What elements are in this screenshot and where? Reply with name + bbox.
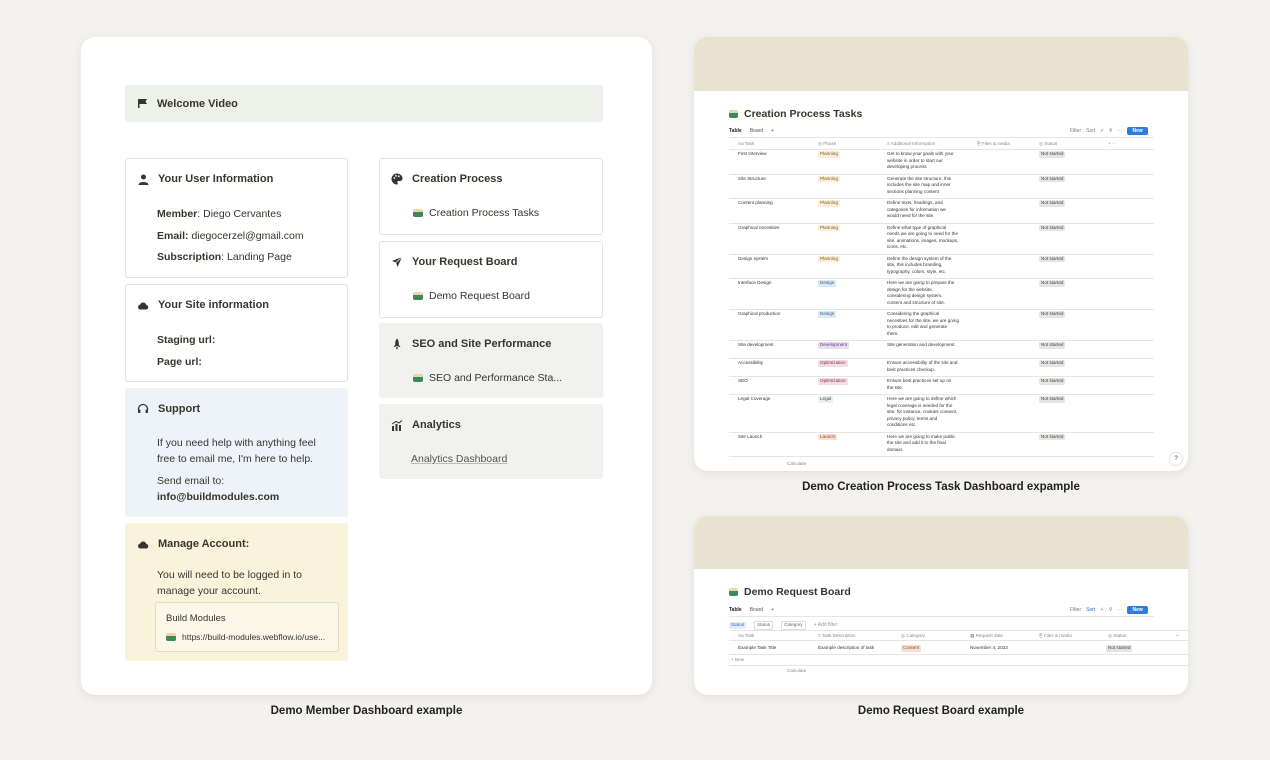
new-button[interactable]: New <box>1127 606 1147 614</box>
rocket-icon <box>390 337 404 351</box>
new-row-divider <box>729 665 1188 666</box>
info-line: typography, colors, style, etc. <box>887 268 947 274</box>
tasks-view-tabs <box>729 128 774 134</box>
info-line: Here we are going to make public <box>887 433 956 439</box>
info-line: site, animations, images, mockups, <box>887 237 959 243</box>
tasks-caption: Demo Creation Process Task Dashboard expample <box>802 481 1080 493</box>
header-divider <box>729 616 1154 617</box>
info-line: privacy policy, terms and <box>887 415 938 421</box>
task-name[interactable]: SEO <box>738 378 748 383</box>
tab-table[interactable]: Table <box>729 607 742 613</box>
analytics-dashboard-label: Analytics Dashboard <box>411 453 508 465</box>
task-name[interactable]: Graphical production <box>738 311 781 316</box>
page-logo-icon <box>413 292 423 300</box>
tasks-column-header[interactable]: Aa Task <box>738 141 755 146</box>
subscription-value: Landing Page <box>227 251 292 263</box>
board-column-header[interactable]: ⎘ Files & media <box>1039 633 1072 638</box>
add-column-button[interactable]: + <box>1176 633 1179 638</box>
board-caption: Demo Request Board example <box>857 705 1025 717</box>
manage-text-1: You will need to be logged in to <box>157 569 302 581</box>
new-button[interactable]: New <box>1127 127 1147 135</box>
info-line: to produce, edit and generate <box>887 324 948 329</box>
phase-tag: Design <box>820 311 835 316</box>
phase-tag: Planning <box>820 200 838 205</box>
info-cell <box>887 360 957 373</box>
info-line: Define what type of graphical <box>887 224 947 230</box>
row-divider <box>729 456 1154 457</box>
phase-cell <box>818 311 836 318</box>
phase-tag: Development <box>820 342 848 347</box>
phase-tag: Design <box>820 280 835 285</box>
info-cell <box>887 342 956 349</box>
phase-cell <box>818 256 840 263</box>
phase-cell <box>818 434 837 441</box>
tasks-title-text: Creation Process Tasks <box>744 108 863 120</box>
phase-tag: Planning <box>820 151 838 156</box>
filter-button[interactable]: Filter <box>1070 607 1082 613</box>
demo-request-board-link[interactable] <box>413 290 530 302</box>
member-label: Member <box>157 208 198 220</box>
header-divider <box>729 137 1154 138</box>
status-tag: Not started <box>1041 280 1064 285</box>
subscription-label: Subscription <box>157 251 222 263</box>
seo-box <box>379 323 603 398</box>
info-line: Here we are going to define which <box>887 396 957 401</box>
info-cell <box>887 378 951 391</box>
status-cell <box>1039 311 1065 318</box>
request-board-header <box>390 255 518 269</box>
tab-board[interactable]: Board <box>749 607 764 613</box>
info-line: Ensure best practices set up on <box>887 378 952 383</box>
tasks-column-header[interactable]: ⎘ Files & media <box>977 141 1010 146</box>
user-information-title: Your User Information <box>158 173 274 185</box>
category-tag: Content <box>903 645 920 650</box>
task-name[interactable]: Content planning <box>738 200 773 205</box>
creation-process-tasks-link[interactable] <box>413 207 539 219</box>
staging-url-label: Staging url: <box>157 334 216 346</box>
info-line: them. <box>887 330 899 336</box>
lightning-icon[interactable]: ⚡ <box>1100 607 1104 613</box>
info-cell <box>887 151 954 171</box>
board-column-header[interactable]: ▦ Request date <box>970 633 1003 638</box>
board-view-tabs <box>729 607 774 613</box>
page-cover <box>694 516 1188 569</box>
board-column-header[interactable]: ≡ Task Description <box>818 633 856 638</box>
task-name[interactable]: Accessibility <box>738 360 764 365</box>
row-divider <box>729 358 1154 359</box>
info-line: sections planning content <box>887 188 939 194</box>
tasks-page-title <box>729 108 862 120</box>
build-modules-bookmark[interactable] <box>155 602 339 652</box>
board-page-title <box>729 586 851 598</box>
status-cell <box>1039 225 1065 232</box>
bookmark-url-row <box>166 632 325 642</box>
row-divider <box>729 394 1154 395</box>
support-header <box>136 402 200 416</box>
info-line: domain. <box>887 446 904 452</box>
add-column-button[interactable]: + ··· <box>1108 141 1117 146</box>
info-line: design for the website, <box>887 286 933 292</box>
info-line: Define texts, headings, and <box>887 200 943 205</box>
info-line: the site. <box>887 384 904 390</box>
creation-process-title: Creation Process <box>412 173 503 185</box>
cloud-icon <box>136 537 150 551</box>
row-divider <box>729 278 1154 279</box>
manage-text-2: manage your account. <box>157 585 261 597</box>
search-icon[interactable]: ⚲ <box>1108 607 1113 613</box>
phase-cell <box>818 225 840 232</box>
board-column-header[interactable]: Aa Task <box>738 633 755 638</box>
user-information-header <box>136 172 273 186</box>
search-icon[interactable]: ⚲ <box>1108 128 1113 134</box>
info-cell <box>887 176 951 196</box>
status-cell <box>1039 200 1065 207</box>
flag-icon <box>135 97 149 111</box>
board-title-text: Demo Request Board <box>744 586 851 598</box>
status-cell <box>1039 396 1065 403</box>
phase-tag: Optimization <box>820 378 846 383</box>
creation-process-tasks-label: Creation Process Tasks <box>429 207 540 219</box>
phase-tag: Planning <box>820 175 838 181</box>
calculate-label[interactable]: Calculate <box>787 668 807 673</box>
manage-account-header <box>136 537 249 551</box>
info-cell <box>887 434 955 454</box>
tab-table[interactable]: Table <box>729 128 742 134</box>
row-category <box>901 645 921 652</box>
page-logo-icon <box>729 588 738 596</box>
email-label: Email: <box>157 230 189 242</box>
lightning-icon[interactable]: ⚡ <box>1100 128 1104 134</box>
subscription-line: Subscription: Landing Page <box>157 251 292 263</box>
member-dashboard-caption: Demo Member Dashboard example <box>270 705 463 717</box>
info-line: website in order to start our <box>887 157 943 163</box>
site-information-box <box>125 284 348 382</box>
phase-tag: Launch <box>820 433 836 439</box>
support-email-link[interactable]: info@buildmodules.com <box>157 491 280 503</box>
support-title: Support <box>158 403 201 415</box>
info-line: site, this includes branding, <box>887 262 943 267</box>
phase-tag: Optimization <box>820 360 846 365</box>
sort-button[interactable]: Sort <box>1086 607 1096 613</box>
sort-button[interactable]: Sort <box>1086 128 1096 134</box>
status-tag: Not started <box>1041 396 1064 401</box>
person-icon <box>136 172 150 186</box>
seo-performance-label: SEO and Performance Sta... <box>429 372 563 384</box>
row-divider <box>729 340 1154 341</box>
info-line: Here we are going to prepare the <box>887 280 955 285</box>
status-cell <box>1039 151 1065 158</box>
info-line: conditions etc. <box>887 422 917 427</box>
status-filter-chip[interactable]: Status <box>754 621 773 630</box>
tasks-column-header[interactable]: ◎ Status <box>1039 141 1058 146</box>
member-line: Member: Diego Cervantes <box>157 208 282 220</box>
creation-process-header <box>390 172 502 186</box>
info-cell <box>887 200 946 220</box>
status-tag: Not started <box>1108 645 1131 650</box>
status-tag: Not started <box>1041 200 1064 205</box>
task-name[interactable]: Design system <box>738 255 769 261</box>
add-view-button[interactable]: + <box>771 607 774 613</box>
category-filter-chip[interactable]: Category <box>781 621 806 630</box>
info-line: needs we are going to need for the <box>887 231 958 236</box>
page-logo-icon <box>413 209 423 217</box>
info-line: content and structure of site. <box>887 299 945 305</box>
status-filter-chip-active[interactable]: Status <box>731 622 745 627</box>
row-status <box>1106 645 1132 652</box>
phase-cell <box>818 176 840 183</box>
phase-cell <box>818 200 840 207</box>
phase-tag: Legal <box>820 396 832 401</box>
request-board-box <box>379 241 603 318</box>
analytics-header <box>390 418 461 432</box>
info-line: considering design system, <box>887 293 943 298</box>
status-cell <box>1039 256 1065 263</box>
seo-title: SEO and Site Performance <box>412 338 552 350</box>
row-divider <box>729 432 1154 433</box>
user-information-box <box>125 158 348 278</box>
info-line: Define the design system of the <box>887 255 952 261</box>
row-divider <box>729 174 1154 175</box>
info-line: legal coverage is needed for the <box>887 402 953 408</box>
row-divider <box>729 654 1188 655</box>
info-line: Ensure accessibility of the site and <box>887 360 958 365</box>
analytics-chart-icon <box>390 418 404 432</box>
palette-icon <box>390 172 404 186</box>
analytics-title: Analytics <box>412 419 461 431</box>
analytics-box <box>379 404 603 479</box>
info-line: includes the site map and inner <box>887 182 951 187</box>
row-divider <box>729 223 1154 224</box>
add-view-button[interactable]: + <box>771 128 774 134</box>
task-name[interactable]: Graphical necesities <box>738 224 780 230</box>
status-cell <box>1039 176 1065 183</box>
info-line: best practices checkup. <box>887 366 936 372</box>
status-cell <box>1039 434 1065 441</box>
task-name[interactable]: First Interview <box>738 151 767 156</box>
row-divider <box>729 309 1154 310</box>
info-line: icons, etc. <box>887 244 908 249</box>
row-divider <box>729 198 1154 199</box>
task-name[interactable]: Legal Coverage <box>738 396 771 401</box>
status-tag: Not started <box>1041 255 1064 261</box>
demo-request-board-label: Demo Request Board <box>429 290 530 302</box>
row-divider <box>729 376 1154 377</box>
status-tag: Not started <box>1041 342 1064 347</box>
phase-cell <box>818 342 849 349</box>
support-text-2: free to email me, I'm here to help. <box>157 453 314 465</box>
site-information-title: Your Site information <box>158 299 270 311</box>
info-cell <box>887 225 959 251</box>
welcome-video-block[interactable] <box>125 85 603 122</box>
email-line <box>157 230 304 242</box>
phase-tag: Planning <box>820 255 838 261</box>
build-modules-logo-icon <box>166 633 176 641</box>
task-name[interactable]: Site Launch <box>738 433 763 439</box>
headset-icon <box>136 402 150 416</box>
status-tag: Not started <box>1041 433 1064 439</box>
info-cell <box>887 280 954 306</box>
info-line: Generate the site structure, this <box>887 175 952 181</box>
request-board-card <box>694 516 1188 695</box>
info-line: developing process <box>887 164 927 169</box>
task-name[interactable]: Interface Design <box>738 280 772 285</box>
info-cell <box>887 396 957 429</box>
info-line: categories for information we <box>887 206 946 212</box>
bookmark-title: Build Modules <box>166 613 226 624</box>
send-email-label: Send email to: <box>157 475 225 487</box>
row-divider <box>729 254 1154 255</box>
status-tag: Not started <box>1041 224 1064 230</box>
page-cover <box>694 37 1188 91</box>
info-line: the site and add it to the final <box>887 440 946 445</box>
tab-board[interactable]: Board <box>749 128 764 134</box>
bookmark-url: https://build-modules.webflow.io/use... <box>182 632 326 642</box>
seo-performance-link[interactable] <box>413 372 562 384</box>
task-name[interactable]: Site development <box>738 342 774 347</box>
email-value: diegocerzel@gmail.com <box>191 230 304 242</box>
status-tag: Not started <box>1041 360 1064 365</box>
info-line: necesities for the site, we are going <box>887 317 960 323</box>
phase-tag: Planning <box>820 224 838 230</box>
row-date: November 4, 2023 <box>970 645 1008 650</box>
column-divider <box>729 640 1188 641</box>
creation-tasks-card <box>694 37 1188 471</box>
tasks-toolbar <box>1070 127 1148 135</box>
row-description: Example description of task <box>818 645 875 650</box>
info-line: Get to know your goals with your <box>887 151 954 156</box>
support-box <box>125 388 348 517</box>
site-information-header <box>136 298 269 312</box>
status-cell <box>1039 280 1065 287</box>
filter-chips <box>729 621 837 630</box>
welcome-video-label: Welcome Video <box>157 97 238 110</box>
seo-header <box>390 337 551 351</box>
status-cell <box>1039 342 1065 349</box>
manage-account-title: Manage Account: <box>158 538 250 550</box>
board-column-header[interactable]: ◎ Status <box>1108 633 1127 638</box>
info-line: would need for the site. <box>887 213 935 218</box>
member-value: Diego Cervantes <box>203 208 282 220</box>
column-divider <box>729 149 1154 150</box>
status-tag: Not started <box>1041 151 1064 156</box>
row-task[interactable]: Example Task Title <box>738 645 777 650</box>
page-logo-icon <box>729 110 738 118</box>
creation-process-box <box>379 158 603 235</box>
filter-button[interactable]: Filter <box>1070 128 1082 134</box>
phase-cell <box>818 151 840 158</box>
status-tag: Not started <box>1041 378 1064 383</box>
more-button[interactable]: ··· <box>1117 607 1123 613</box>
more-button[interactable]: ··· <box>1117 128 1123 134</box>
add-filter-button[interactable]: + Add filter <box>813 622 838 629</box>
page-logo-icon <box>413 374 423 382</box>
support-text-1: If you need help with anything feel <box>157 437 316 449</box>
paper-plane-icon <box>390 255 404 269</box>
phase-cell <box>818 280 836 287</box>
tasks-column-header[interactable]: ≡ Additional Information <box>887 141 936 146</box>
help-button[interactable]: ? <box>1170 453 1182 465</box>
tasks-column-header[interactable]: ◎ Phase <box>818 141 837 146</box>
member-dashboard-card <box>81 37 652 695</box>
new-row-button[interactable]: + New <box>731 657 745 662</box>
status-tag: Not started <box>1041 175 1064 181</box>
info-line: Site generation and development. <box>887 342 956 347</box>
info-line: Considering the graphical <box>887 311 940 316</box>
phase-cell <box>818 396 833 403</box>
info-cell <box>887 311 959 337</box>
analytics-dashboard-link[interactable] <box>411 453 507 465</box>
status-cell <box>1039 378 1065 385</box>
request-board-title: Your Request Board <box>412 256 518 268</box>
manage-account-box <box>125 523 348 661</box>
phase-cell <box>818 360 848 367</box>
cloud-icon <box>136 298 150 312</box>
board-column-header[interactable]: ◎ Category <box>901 633 925 638</box>
board-toolbar <box>1070 606 1148 614</box>
calculate-label[interactable]: Calculate <box>787 461 807 466</box>
page-url-label: Page url: <box>157 356 202 368</box>
phase-cell <box>818 378 848 385</box>
status-tag: Not started <box>1041 311 1064 316</box>
info-cell <box>887 256 951 276</box>
task-name[interactable]: Site Structure <box>738 175 766 181</box>
filter-divider <box>729 630 1188 631</box>
info-line: site, for instance, cookies consent, <box>887 409 958 414</box>
status-cell <box>1039 360 1065 367</box>
